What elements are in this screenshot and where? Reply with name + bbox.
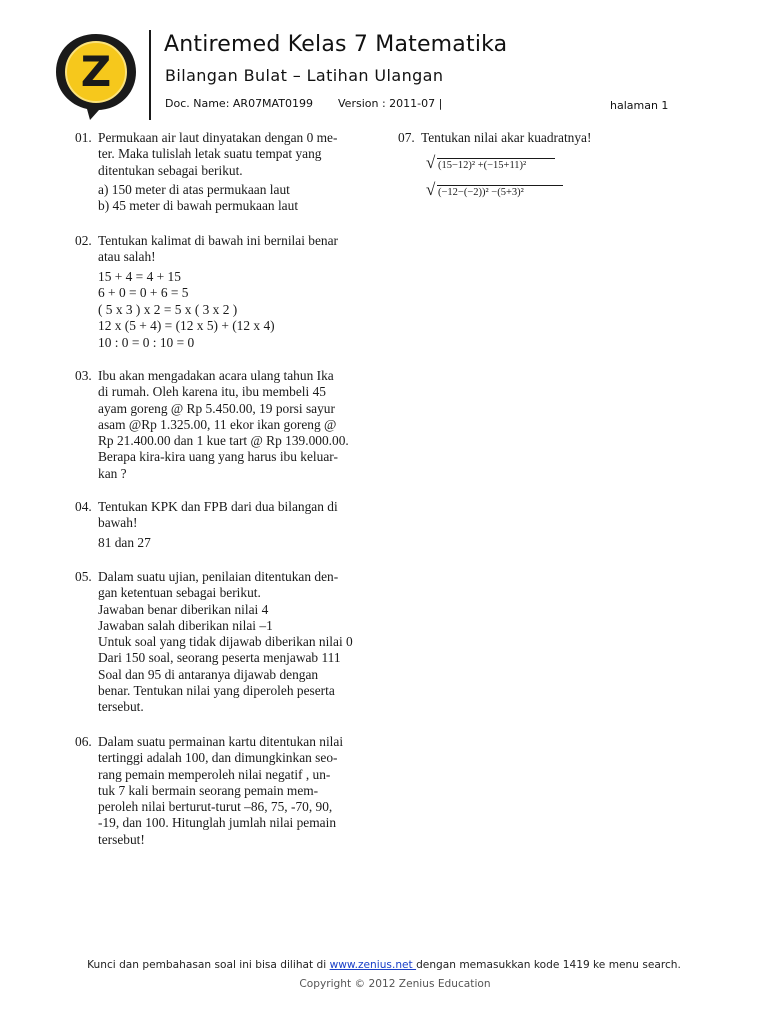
sqrt-expression-2 [426, 180, 566, 204]
doc-name: Doc. Name: AR07MAT0199 [165, 97, 313, 110]
question-text-line: Untuk soal yang tidak dijawab diberikan nilai 0 [98, 634, 353, 650]
question-text-line: tersebut. [98, 699, 144, 715]
question-number: 03. [75, 368, 92, 383]
radical-sign: √ [426, 180, 436, 199]
zenius-logo [52, 30, 140, 122]
radicand: (−12−(−2))² −(5+3)² [438, 187, 524, 198]
question-text-line: atau salah! [98, 249, 156, 265]
question-text-line: Jawaban benar diberikan nilai 4 [98, 601, 269, 617]
sqrt-expression-1 [426, 153, 566, 177]
question-text-line: benar. Tentukan nilai yang diperoleh peserta [98, 683, 335, 699]
question-text-line: Dalam suatu permainan kartu ditentukan nilai [98, 734, 344, 749]
header-divider [149, 30, 151, 120]
question-text-line: ditentukan sebagai berikut. [98, 162, 243, 178]
question-number: 07. [398, 130, 415, 145]
footer-note [0, 959, 768, 971]
radical-sign: √ [426, 153, 436, 172]
question-07 [398, 130, 638, 146]
document-subtitle: Bilangan Bulat – Latihan Ulangan [165, 66, 444, 85]
question-text-line: rang pemain memperoleh nilai negatif , un- [98, 766, 331, 782]
question-text-line: Permukaan air laut dinyatakan dengan 0 me- [98, 130, 338, 145]
statement-item: 10 : 0 = 0 : 10 = 0 [98, 334, 195, 350]
question-text-line: Tentukan kalimat di bawah ini bernilai benar [98, 233, 339, 248]
question-number: 06. [75, 734, 92, 749]
question-number: 01. [75, 130, 92, 145]
question-text-line: Dari 150 soal, seorang peserta menjawab 111 [98, 650, 341, 666]
question-text-line: Jawaban salah diberikan nilai –1 [98, 617, 273, 633]
statement-item: 15 + 4 = 4 + 15 [98, 268, 181, 284]
question-text-line: asam @Rp 1.325.00, 11 ekor ikan goreng @ [98, 416, 337, 432]
question-number: 02. [75, 233, 92, 248]
footer-text: dengan memasukkan kode 1419 ke menu search. [416, 959, 681, 971]
doc-version: Version : 2011-07 | [338, 97, 443, 110]
question-03 [75, 368, 375, 482]
question-text-line: Ibu akan mengadakan acara ulang tahun Ika [98, 368, 334, 383]
question-04 [75, 499, 375, 551]
question-text-line: tertinggi adalah 100, dan dimungkinkan seo- [98, 750, 338, 766]
footer-text: Kunci dan pembahasan soal ini bisa dilihat di [87, 959, 330, 971]
question-text-line: tersebut! [98, 831, 145, 847]
question-text-line: Rp 21.400.00 dan 1 kue tart @ Rp 139.000.00. [98, 433, 349, 449]
logo-letter: Z [80, 47, 112, 96]
statement-item: 6 + 0 = 0 + 6 = 5 [98, 285, 189, 301]
radicand: (15−12)² +(−15+11)² [438, 160, 527, 171]
question-02 [75, 233, 375, 351]
question-text-line: kan ? [98, 465, 127, 481]
question-text-line: Berapa kira-kira uang yang harus ibu keluar- [98, 449, 338, 465]
answer-option: b) 45 meter di bawah permukaan laut [98, 198, 299, 214]
question-number: 04. [75, 499, 92, 514]
answer-option: a) 150 meter di atas permukaan laut [98, 181, 290, 197]
radical-bar [437, 158, 555, 159]
question-05 [75, 569, 375, 716]
question-text-line: Tentukan KPK dan FPB dari dua bilangan di [98, 499, 338, 514]
question-text-line: ayam goreng @ Rp 5.450.00, 19 porsi sayur [98, 400, 335, 416]
question-number: 05. [75, 569, 92, 584]
question-text-line: gan ketentuan sebagai berikut. [98, 585, 261, 601]
question-text-line: Dalam suatu ujian, penilaian ditentukan den- [98, 569, 339, 584]
radical-bar [437, 185, 563, 186]
question-text-line: bawah! [98, 515, 138, 531]
statement-item: ( 5 x 3 ) x 2 = 5 x ( 3 x 2 ) [98, 301, 238, 317]
question-text-line: di rumah. Oleh karena itu, ibu membeli 45 [98, 384, 326, 400]
statement-item: 12 x (5 + 4) = (12 x 5) + (12 x 4) [98, 318, 275, 334]
question-text-line: ter. Maka tulislah letak suatu tempat yang [98, 146, 322, 162]
question-text-line: -19, dan 100. Hitunglah jumlah nilai pemain [98, 815, 337, 831]
question-01 [75, 130, 373, 215]
statement-item: 81 dan 27 [98, 534, 151, 550]
document-title: Antiremed Kelas 7 Matematika [164, 32, 508, 57]
question-text-line: Tentukan nilai akar kuadratnya! [421, 130, 592, 145]
copyright: Copyright © 2012 Zenius Education [299, 978, 491, 990]
question-text-line: peroleh nilai berturut-turut –86, 75, -70, 90, [98, 799, 333, 815]
question-text-line: Soal dan 95 di antaranya dijawab dengan [98, 666, 319, 682]
page-number: halaman 1 [610, 99, 669, 112]
question-06 [75, 734, 375, 848]
zenius-link[interactable]: www.zenius.net [329, 959, 417, 971]
question-text-line: tuk 7 kali bermain seorang pemain mem- [98, 782, 319, 798]
